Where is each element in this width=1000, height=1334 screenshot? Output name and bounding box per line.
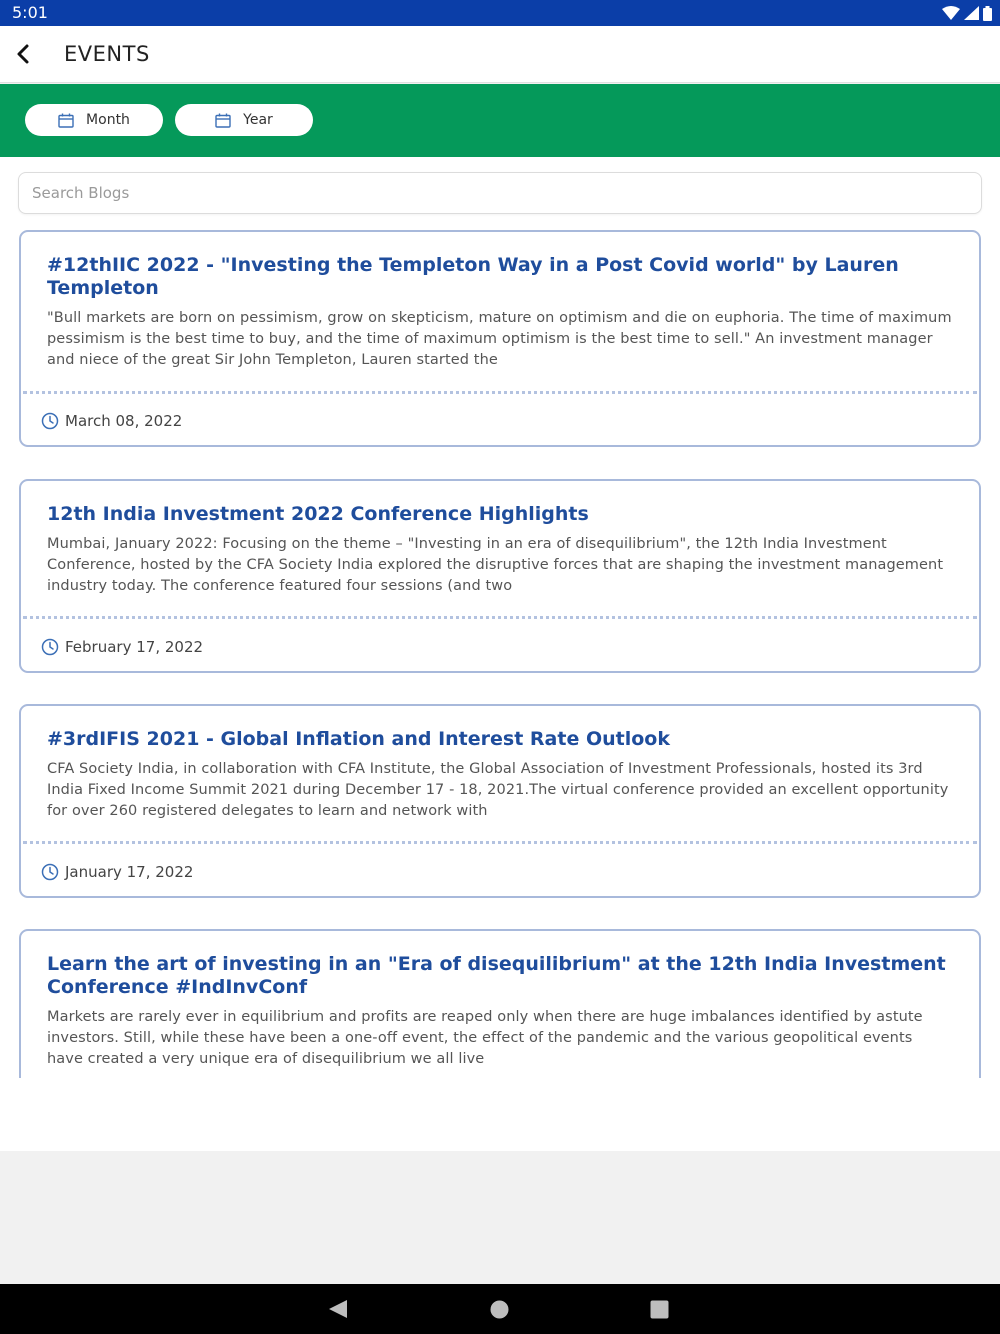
clock-icon (41, 638, 59, 656)
card-divider (23, 391, 977, 394)
status-time: 5:01 (12, 3, 48, 22)
event-title: Learn the art of investing in an "Era of disequilibrium" at the 12th India Investment Conference #IndInvConf (47, 953, 946, 998)
nav-home-icon[interactable] (490, 1300, 509, 1319)
app-bar (0, 26, 1000, 83)
event-date-row (41, 412, 182, 430)
list-bottom-area (0, 1078, 1000, 1151)
year-filter-label: Year (243, 112, 273, 128)
event-title: #12thIIC 2022 - "Investing the Templeton Way in a Post Covid world" by Lauren Templeton (47, 254, 899, 299)
back-button[interactable] (10, 40, 38, 68)
signal-icon (964, 6, 979, 20)
card-divider (23, 841, 977, 844)
event-date: February 17, 2022 (65, 638, 204, 656)
search-input[interactable] (18, 172, 982, 214)
event-date-row (41, 638, 203, 656)
system-nav-bar (0, 1284, 1000, 1334)
battery-icon (983, 6, 992, 21)
year-filter-button[interactable] (175, 104, 313, 136)
card-divider (23, 616, 977, 619)
event-date: March 08, 2022 (65, 412, 183, 430)
event-title: #3rdIFIS 2021 - Global Inflation and Interest Rate Outlook (47, 728, 670, 750)
status-icons (942, 5, 992, 21)
wifi-icon (942, 6, 960, 20)
month-filter-label: Month (86, 112, 130, 128)
event-card[interactable] (19, 704, 981, 898)
status-bar (0, 0, 1000, 26)
event-excerpt: Mumbai, January 2022: Focusing on the theme – "Investing in an era of disequilibrium", the 12th India Investment Conference, hosted by the CFA Society India explored the disruptive forces that are shaping the investment management industry today. The conference featured four sessions (and two (47, 536, 944, 594)
event-excerpt: Markets are rarely ever in equilibrium and profits are reaped only when there are huge imbalances identified by astute investors. Still, while these have been a one-off event, the effect of the pandemic and the various geopolitical events have created a very unique era of disequilibrium we all live (47, 1009, 923, 1067)
month-filter-button[interactable] (25, 104, 163, 136)
clock-icon (41, 412, 59, 430)
event-title: 12th India Investment 2022 Conference Highlights (47, 503, 589, 525)
event-excerpt: "Bull markets are born on pessimism, grow on skepticism, mature on optimism and die on euphoria. The time of maximum pessimism is the best time to buy, and the time of maximum optimism is the best time to sell." An investment manager and niece of the great Sir John Templeton, Lauren started the (47, 310, 952, 368)
event-card[interactable] (19, 230, 981, 447)
event-card[interactable] (19, 479, 981, 673)
nav-recents-icon[interactable] (650, 1300, 669, 1319)
events-list (0, 157, 1000, 1151)
page-title: EVENTS (64, 42, 150, 66)
nav-back-icon[interactable] (329, 1300, 349, 1318)
filter-bar (0, 84, 1000, 157)
arrow-back-icon (10, 40, 38, 68)
event-date: January 17, 2022 (65, 863, 194, 881)
event-date-row (41, 863, 193, 881)
event-excerpt: CFA Society India, in collaboration with CFA Institute, the Global Association of Investment Professionals, hosted its 3rd India Fixed Income Summit 2021 during December 17 - 18, 2021.The virtual conference provided an excellent opportunity for over 260 registered delegates to learn and network with (47, 761, 949, 819)
calendar-icon (58, 113, 74, 128)
calendar-icon (215, 113, 231, 128)
clock-icon (41, 863, 59, 881)
